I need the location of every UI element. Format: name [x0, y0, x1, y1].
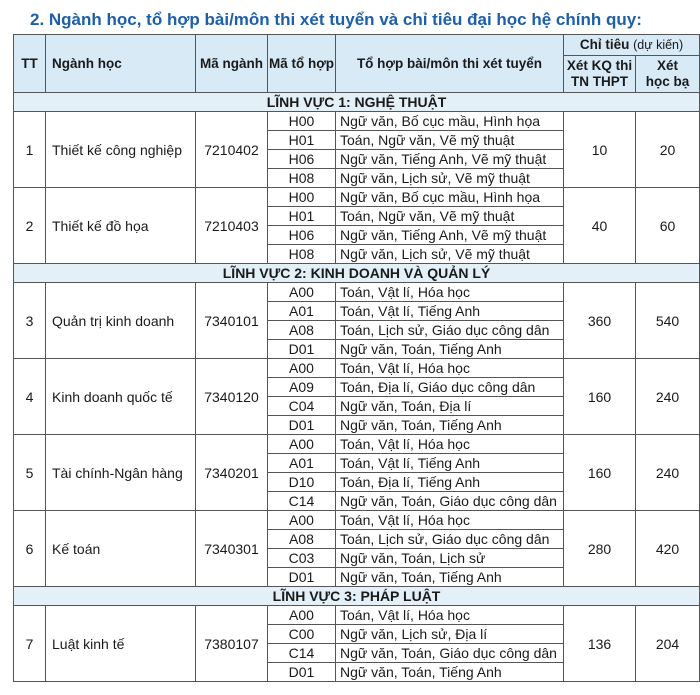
combo-code: H00 — [268, 112, 336, 131]
admission-table — [13, 34, 700, 682]
combo-subjects: Toán, Vật lí, Hóa học — [336, 435, 564, 454]
major-name: Thiết kế đồ họa — [46, 188, 196, 264]
header-xet-thpt-line2: TN THPT — [571, 74, 628, 89]
combo-code: H08 — [268, 169, 336, 188]
quota-thpt: 40 — [564, 188, 636, 264]
combo-code: H01 — [268, 131, 336, 150]
combo-code: A00 — [268, 606, 336, 625]
combo-subjects: Toán, Vật lí, Tiếng Anh — [336, 454, 564, 473]
table-row — [14, 112, 700, 131]
combo-subjects: Ngữ văn, Toán, Địa lí — [336, 397, 564, 416]
combo-subjects: Ngữ văn, Tiếng Anh, Vẽ mỹ thuật — [336, 150, 564, 169]
major-tt: 3 — [14, 283, 46, 359]
combo-code: A01 — [268, 302, 336, 321]
major-code: 7340120 — [196, 359, 268, 435]
header-ma-nganh: Mã ngành — [196, 35, 268, 93]
combo-code: A00 — [268, 283, 336, 302]
combo-subjects: Toán, Vật lí, Tiếng Anh — [336, 302, 564, 321]
page-title: 2. Ngành học, tổ hợp bài/môn thi xét tuyển và chỉ tiêu đại học hệ chính quy: — [30, 10, 642, 29]
combo-code: D01 — [268, 568, 336, 587]
quota-hoc-ba: 240 — [636, 435, 700, 511]
section-title: LĨNH VỰC 1: NGHỆ THUẬT — [14, 93, 700, 112]
combo-subjects: Ngữ văn, Toán, Tiếng Anh — [336, 416, 564, 435]
combo-code: H06 — [268, 226, 336, 245]
major-name: Quản trị kinh doanh — [46, 283, 196, 359]
combo-subjects: Toán, Lịch sử, Giáo dục công dân — [336, 321, 564, 340]
quota-hoc-ba: 20 — [636, 112, 700, 188]
combo-subjects: Ngữ văn, Toán, Tiếng Anh — [336, 340, 564, 359]
table-row — [14, 511, 700, 530]
table-row — [14, 283, 700, 302]
major-name: Tài chính-Ngân hàng — [46, 435, 196, 511]
combo-code: C00 — [268, 625, 336, 644]
header-xet-thpt — [564, 56, 636, 93]
combo-subjects: Ngữ văn, Toán, Lịch sử — [336, 549, 564, 568]
combo-subjects: Toán, Vật lí, Hóa học — [336, 606, 564, 625]
major-code: 7340201 — [196, 435, 268, 511]
header-xet-hoc-ba-line1: Xét — [657, 58, 679, 73]
quota-thpt: 160 — [564, 359, 636, 435]
major-tt: 5 — [14, 435, 46, 511]
header-ma-to-hop: Mã tổ hợp — [268, 35, 336, 93]
major-name: Kế toán — [46, 511, 196, 587]
quota-thpt: 10 — [564, 112, 636, 188]
combo-code: A09 — [268, 378, 336, 397]
section-title: LĨNH VỰC 3: PHÁP LUẬT — [14, 587, 700, 606]
section-row — [14, 93, 700, 112]
quota-thpt: 160 — [564, 435, 636, 511]
table-row — [14, 606, 700, 625]
combo-code: A00 — [268, 511, 336, 530]
header-tt: TT — [14, 35, 46, 93]
major-tt: 1 — [14, 112, 46, 188]
header-to-hop: Tổ hợp bài/môn thi xét tuyển — [336, 35, 564, 93]
combo-subjects: Toán, Vật lí, Hóa học — [336, 359, 564, 378]
combo-code: D01 — [268, 416, 336, 435]
major-name: Thiết kế công nghiệp — [46, 112, 196, 188]
table-body — [14, 93, 700, 682]
quota-hoc-ba: 540 — [636, 283, 700, 359]
combo-code: C14 — [268, 492, 336, 511]
major-name: Kinh doanh quốc tế — [46, 359, 196, 435]
combo-subjects: Toán, Vật lí, Hóa học — [336, 511, 564, 530]
combo-code: A08 — [268, 530, 336, 549]
section-title: LĨNH VỰC 2: KINH DOANH VÀ QUẢN LÝ — [14, 264, 700, 283]
combo-code: A01 — [268, 454, 336, 473]
header-chi-tieu-label: Chỉ tiêu — [579, 37, 630, 52]
major-code: 7210403 — [196, 188, 268, 264]
header-du-kien: (dự kiến) — [633, 38, 684, 52]
major-tt: 4 — [14, 359, 46, 435]
combo-subjects: Ngữ văn, Lịch sử, Vẽ mỹ thuật — [336, 245, 564, 264]
header-nganh-hoc: Ngành học — [46, 35, 196, 93]
quota-thpt: 360 — [564, 283, 636, 359]
combo-subjects: Ngữ văn, Toán, Tiếng Anh — [336, 568, 564, 587]
section-row — [14, 264, 700, 283]
table-row — [14, 435, 700, 454]
combo-subjects: Ngữ văn, Bố cục mầu, Hình họa — [336, 188, 564, 207]
combo-subjects: Toán, Vật lí, Hóa học — [336, 283, 564, 302]
table-row — [14, 188, 700, 207]
combo-subjects: Toán, Địa lí, Tiếng Anh — [336, 473, 564, 492]
combo-code: D01 — [268, 340, 336, 359]
section-row — [14, 587, 700, 606]
combo-subjects: Toán, Lịch sử, Giáo dục công dân — [336, 530, 564, 549]
quota-hoc-ba: 60 — [636, 188, 700, 264]
major-tt: 6 — [14, 511, 46, 587]
combo-code: D01 — [268, 663, 336, 682]
table-header — [14, 35, 700, 93]
quota-hoc-ba: 204 — [636, 606, 700, 682]
major-name: Luật kinh tế — [46, 606, 196, 682]
header-xet-thpt-line1: Xét KQ thi — [566, 58, 633, 73]
major-code: 7210402 — [196, 112, 268, 188]
major-tt: 7 — [14, 606, 46, 682]
combo-code: C03 — [268, 549, 336, 568]
quota-thpt: 280 — [564, 511, 636, 587]
major-code: 7340301 — [196, 511, 268, 587]
combo-code: C14 — [268, 644, 336, 663]
table-row — [14, 359, 700, 378]
combo-subjects: Ngữ văn, Lịch sử, Vẽ mỹ thuật — [336, 169, 564, 188]
header-xet-hoc-ba-line2: học bạ — [645, 74, 690, 89]
header-chi-tieu — [564, 35, 700, 56]
combo-code: H01 — [268, 207, 336, 226]
header-xet-hoc-ba — [636, 56, 700, 93]
combo-subjects: Ngữ văn, Lịch sử, Địa lí — [336, 625, 564, 644]
combo-code: A00 — [268, 435, 336, 454]
combo-code: C04 — [268, 397, 336, 416]
combo-code: A08 — [268, 321, 336, 340]
combo-subjects: Ngữ văn, Bố cục mầu, Hình họa — [336, 112, 564, 131]
combo-code: H08 — [268, 245, 336, 264]
major-tt: 2 — [14, 188, 46, 264]
combo-code: H00 — [268, 188, 336, 207]
combo-code: A00 — [268, 359, 336, 378]
combo-subjects: Toán, Ngữ văn, Vẽ mỹ thuật — [336, 207, 564, 226]
combo-subjects: Ngữ văn, Toán, Tiếng Anh — [336, 663, 564, 682]
quota-hoc-ba: 420 — [636, 511, 700, 587]
quota-thpt: 136 — [564, 606, 636, 682]
major-code: 7340101 — [196, 283, 268, 359]
combo-subjects: Toán, Địa lí, Giáo dục công dân — [336, 378, 564, 397]
combo-subjects: Ngữ văn, Toán, Giáo dục công dân — [336, 644, 564, 663]
combo-subjects: Ngữ văn, Toán, Giáo dục công dân — [336, 492, 564, 511]
major-code: 7380107 — [196, 606, 268, 682]
combo-code: H06 — [268, 150, 336, 169]
combo-code: D10 — [268, 473, 336, 492]
quota-hoc-ba: 240 — [636, 359, 700, 435]
combo-subjects: Toán, Ngữ văn, Vẽ mỹ thuật — [336, 131, 564, 150]
combo-subjects: Ngữ văn, Tiếng Anh, Vẽ mỹ thuật — [336, 226, 564, 245]
